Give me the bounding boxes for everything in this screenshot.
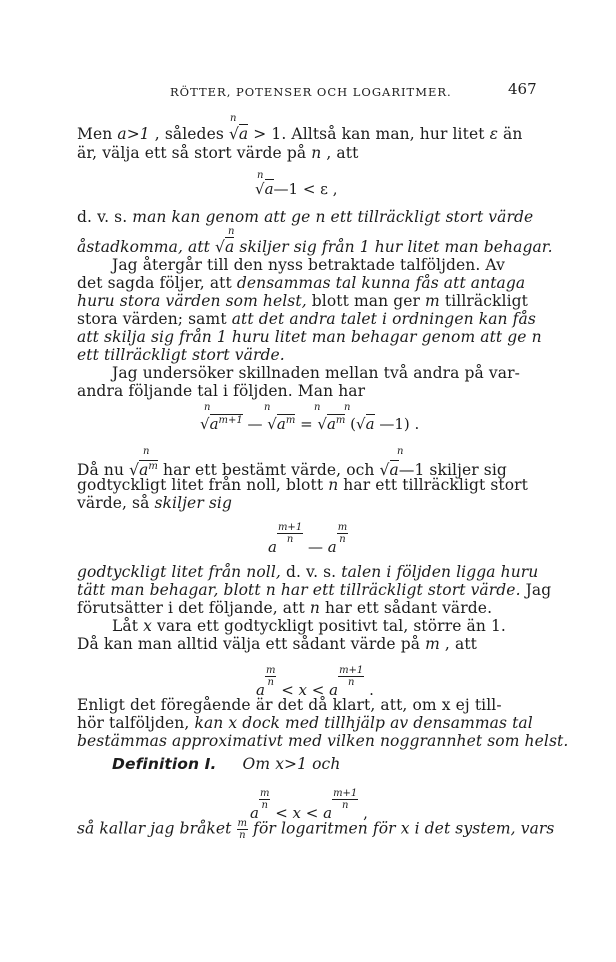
- text-line: d. v. s. man kan genom att ge n ett tillräckligt stort värde: [77, 208, 534, 226]
- root-index: n: [264, 402, 271, 413]
- text-line: så kallar jag bråket $\frac{m}{n}$ för logaritmen för x i det system, vars: [77, 818, 555, 841]
- root-index: n: [143, 446, 150, 457]
- text-line: tätt man behagar, blott n har ett tillräckligt stort värde. Jag: [77, 581, 552, 599]
- text-line: värde, så skiljer sig: [77, 494, 232, 512]
- text-line: åstadkomma, att √a skiljer sig från 1 hur litet man behagar.: [77, 238, 553, 256]
- definition-line: Definition I. Om x>1 och: [112, 755, 341, 773]
- text-line: Då nu $√a^m$ har ett bestämt värde, och √a—1 skiljer sig: [77, 461, 507, 480]
- root-index: n: [204, 402, 211, 413]
- text-line: är, välja ett så stort värde på n , att: [77, 144, 359, 162]
- text-line: ett tillräckligt stort värde.: [77, 346, 285, 364]
- root-index: n: [397, 446, 404, 457]
- equation: a $\frac{m+1}{n}$ — a $\frac{m}{n}$: [268, 522, 348, 556]
- text-line: bestämmas approximativt med vilken noggrannhet som helst.: [77, 732, 569, 750]
- text-line: Då kan man alltid välja ett sådant värde på m , att: [77, 635, 477, 653]
- text-line: att skilja sig från 1 huru litet man behagar genom att ge n: [77, 328, 542, 346]
- root-index: n: [344, 402, 351, 413]
- definition-label: Definition I.: [112, 755, 217, 773]
- text-line: hör talföljden, kan x dock med tillhjälp av densammas tal: [77, 714, 533, 732]
- root-index: n: [228, 226, 235, 237]
- page-number: 467: [508, 80, 537, 98]
- text-line: andra följande tal i följden. Man har: [77, 382, 366, 400]
- text-line: Enligt det föregående är det då klart, att, om x ej till-: [77, 696, 502, 714]
- text-line: godtyckligt litet från noll, blott n har ett tillräckligt stort: [77, 476, 528, 494]
- text-line: det sagda följer, att densammas tal kunna fås att antaga: [77, 274, 526, 292]
- text-line: Jag återgår till den nyss betraktade talföljden. Av: [112, 256, 505, 274]
- equation: a $\frac{m}{n}$ < x < a $\frac{m+1}{n}$ .: [256, 665, 374, 699]
- root-index: n: [314, 402, 321, 413]
- equation: $√a^{m+1}$ — $√a^m = √a^m$ (√a —1) .: [200, 415, 420, 433]
- text-line: stora värden; samt att det andra talet i ordningen kan fås: [77, 310, 536, 328]
- root-index: n: [230, 113, 237, 124]
- text-line: godtyckligt litet från noll, d. v. s. talen i följden ligga huru: [77, 563, 539, 581]
- text-line: förutsätter i det följande, att n har ett sådant värde.: [77, 599, 493, 617]
- text-line: huru stora värden som helst, blott man ger m tillräckligt: [77, 292, 528, 310]
- equation: a $\frac{m}{n}$ < x < a $\frac{m+1}{n}$ ,: [250, 788, 368, 822]
- text-line: Jag undersöker skillnaden mellan två andra på var-: [112, 364, 520, 382]
- text-line: Men a>1 , således √a > 1. Alltså kan man, hur litet ε än: [77, 125, 523, 143]
- running-title: RÖTTER, POTENSER OCH LOGARITMER.: [170, 85, 452, 99]
- text-line: Låt x vara ett godtyckligt positivt tal, större än 1.: [112, 617, 506, 635]
- equation: √a—1 < ε ,: [255, 180, 338, 198]
- root-index: n: [257, 170, 264, 181]
